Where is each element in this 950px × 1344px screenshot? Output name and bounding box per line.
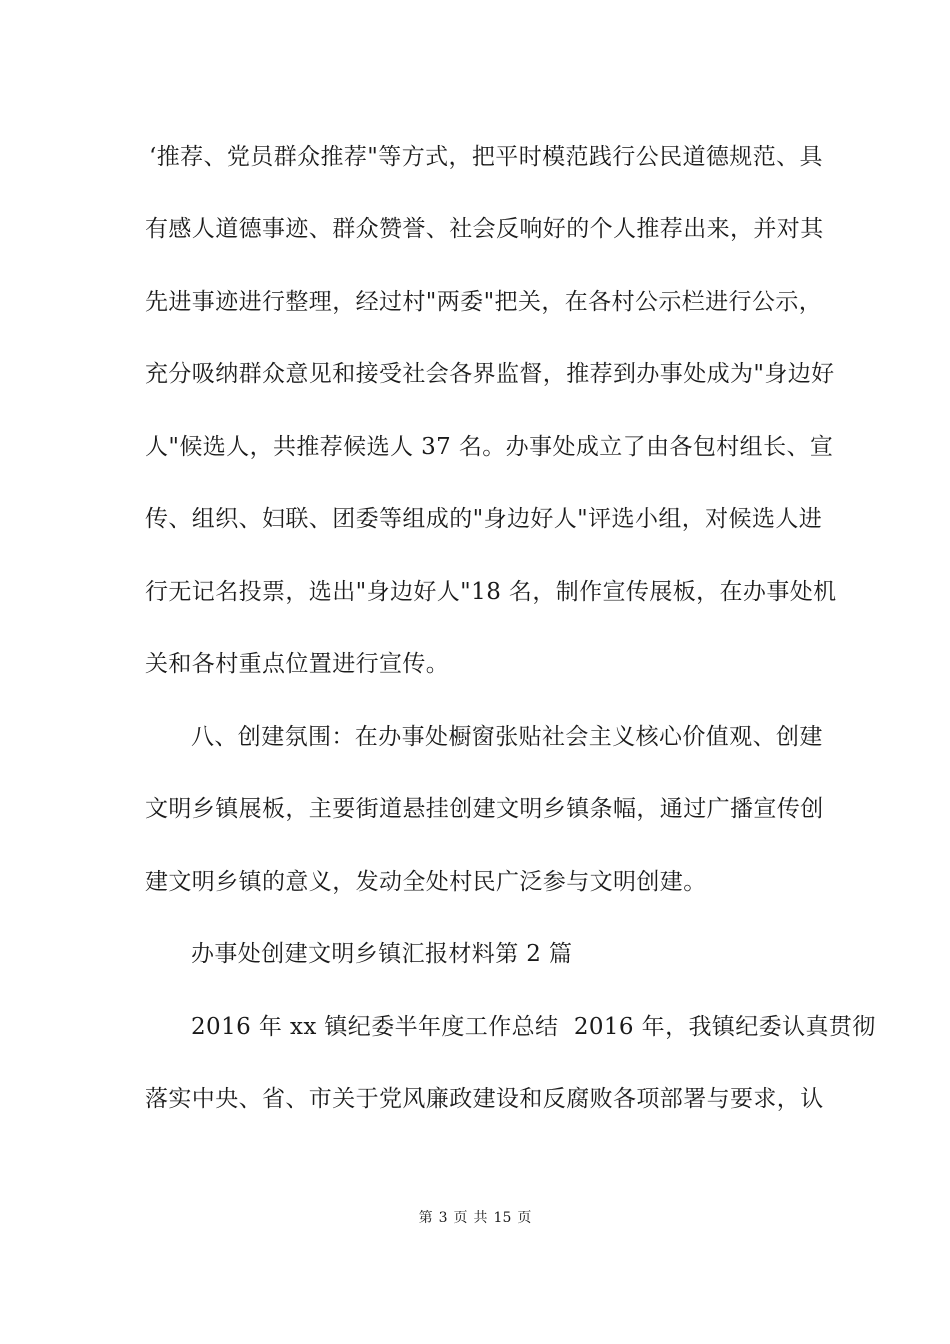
footer-label: 第 [418,1210,433,1226]
total-pages-number: 15 [493,1210,512,1226]
page-number-footer [0,1208,950,1228]
footer-label: 页 [517,1210,532,1226]
text-line: 建文明乡镇的意义，发动全处村民广泛参与文明创建。 [145,869,707,895]
text-line: 行无记名投票，选出"身边好人"18 名，制作宣传展板，在办事处机 [145,579,837,605]
article-title: 办事处创建文明乡镇汇报材料第 2 篇 [191,941,573,967]
text-line: 2016 年 xx 镇纪委半年度工作总结 2016 年，我镇纪委认真贯彻 [191,1014,876,1040]
footer-label: 共 [473,1210,488,1226]
text-line: 有感人道德事迹、群众赞誉、社会反响好的个人推荐出来，并对其 [145,216,824,242]
text-line: 先进事迹进行整理，经过村"两委"把关，在各村公示栏进行公示， [145,289,823,315]
text-line: ‘推荐、党员群众推荐"等方式，把平时模范践行公民道德规范、具 [149,144,823,170]
text-line: 关和各村重点位置进行宣传。 [145,651,450,677]
current-page-number: 3 [438,1210,448,1226]
footer-label: 页 [453,1210,468,1226]
text-line: 文明乡镇展板，主要街道悬挂创建文明乡镇条幅，通过广播宣传创 [145,796,824,822]
section-heading-line: 八、创建氛围：在办事处橱窗张贴社会主义核心价值观、创建 [191,724,823,750]
text-line: 人"候选人，共推荐候选人 37 名。办事处成立了由各包村组长、宣 [145,434,834,460]
text-line: 落实中央、省、市关于党风廉政建设和反腐败各项部署与要求，认 [145,1086,824,1112]
text-line: 充分吸纳群众意见和接受社会各界监督，推荐到办事处成为"身边好 [145,361,835,387]
text-line: 传、组织、妇联、团委等组成的"身边好人"评选小组，对候选人进 [145,506,823,532]
